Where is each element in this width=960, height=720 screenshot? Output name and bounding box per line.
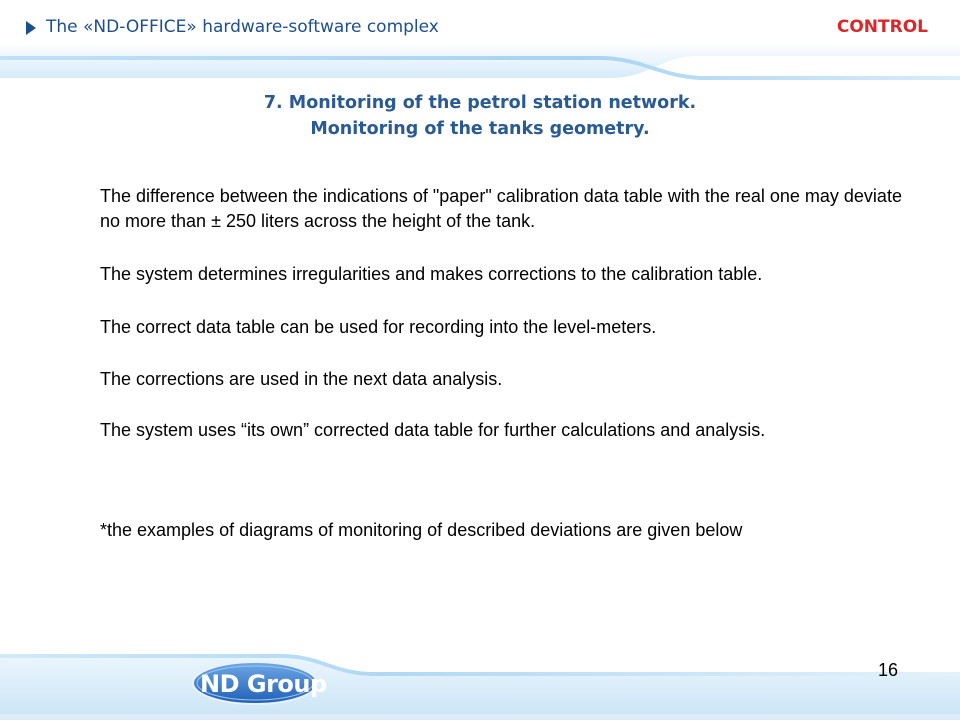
triangle-right-icon (26, 21, 36, 35)
paragraph-1: The difference between the indications of "paper" calibration data table with the real one may deviate no more than ± 250 liters across the height of the tank. (100, 186, 902, 231)
page-number: 16 (878, 660, 899, 680)
footer-band (0, 640, 960, 720)
logo-text: ND Group (200, 670, 327, 698)
paragraph-5: The system uses “its own” corrected data table for further calculations and analysis. (100, 420, 766, 440)
title-line-1: 7. Monitoring of the petrol station network. (263, 93, 697, 113)
header (0, 0, 960, 56)
slide-title (0, 90, 960, 142)
paragraph-4: The corrections are used in the next data analysis. (100, 369, 503, 389)
header-breadcrumb: The «ND-OFFICE» hardware-software complex (46, 17, 439, 37)
paragraph-3: The correct data table can be used for recording into the level-meters. (100, 317, 657, 337)
paragraph-6: *the examples of diagrams of monitoring of described deviations are given below (100, 520, 743, 540)
section-label: CONTROL (836, 17, 928, 37)
title-line-2: Monitoring of the tanks geometry. (310, 119, 650, 139)
paragraph-2: The system determines irregularities and makes corrections to the calibration table. (100, 264, 763, 284)
